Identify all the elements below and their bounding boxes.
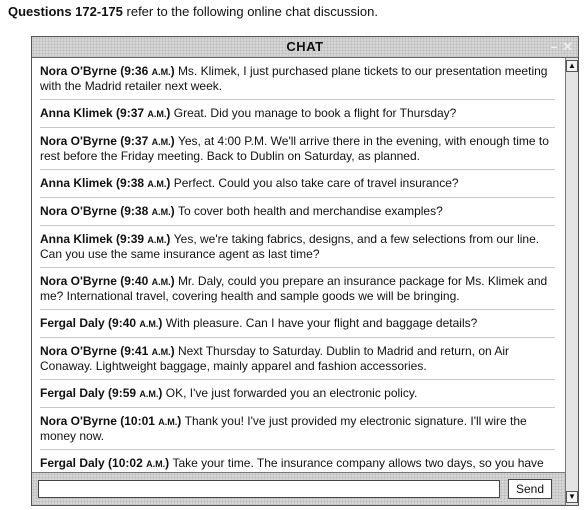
message-ampm: A.M. (151, 347, 171, 357)
message-ampm: A.M. (158, 417, 178, 427)
message-time-open: ( (116, 64, 125, 78)
message-speaker: Fergal Daly (40, 386, 105, 400)
message-speaker: Nora O'Byrne (40, 134, 117, 148)
chat-message-input[interactable] (38, 480, 500, 498)
message-speaker: Nora O'Byrne (40, 274, 117, 288)
chat-message: Nora O'Byrne (9:37 A.M.) Yes, at 4:00 P.M. We'll arrive there in the evening, with enough time to rest before the Friday meeting. Back to Dublin on Saturday, as planned. (40, 134, 555, 170)
chat-message: Fergal Daly (9:59 A.M.) OK, I've just forwarded you an electronic policy. (40, 386, 555, 408)
question-range: Questions 172-175 (8, 4, 123, 19)
scrollbar[interactable] (565, 58, 578, 505)
message-text: Yes, we're taking fabrics, designs, and a few selections from our line. Can you use the same insurance agent as last time? (40, 232, 540, 261)
message-time-open: ( (112, 176, 121, 190)
chat-window (31, 36, 579, 506)
message-time-open: ( (112, 106, 121, 120)
chat-message: Anna Klimek (9:38 A.M.) Perfect. Could you also take care of travel insurance? (40, 176, 555, 198)
message-text: Take your time. The insurance company allows two days, so you have (172, 456, 544, 470)
chat-message: Nora O'Byrne (9:40 A.M.) Mr. Daly, could you prepare an insurance package for Ms. Klimek and me? International travel, covering health and sample goods we will be bringing. (40, 274, 555, 310)
message-text: OK, I've just forwarded you an electronic policy. (165, 386, 418, 400)
message-time: 10:01 (124, 414, 155, 428)
message-ampm: A.M. (151, 137, 171, 147)
message-time-open: ( (104, 456, 113, 470)
message-time: 9:38 (124, 204, 149, 218)
chat-message: Nora O'Byrne (10:01 A.M.) Thank you! I've just provided my electronic signature. I'll wire the money now. (40, 414, 555, 450)
message-ampm: A.M. (151, 277, 171, 287)
message-text: Thank you! I've just provided my electronic signature. I'll wire the money now. (40, 414, 527, 443)
message-speaker: Anna Klimek (40, 232, 113, 246)
message-time: 9:39 (120, 232, 145, 246)
message-speaker: Fergal Daly (40, 316, 105, 330)
scroll-down-arrow-icon[interactable]: ▼ (566, 491, 578, 503)
message-time: 9:40 (124, 274, 149, 288)
message-time: 9:59 (112, 386, 137, 400)
message-text: Perfect. Could you also take care of travel insurance? (173, 176, 459, 190)
message-speaker: Anna Klimek (40, 106, 113, 120)
message-time-open: ( (116, 274, 125, 288)
chat-title: CHAT (286, 39, 324, 54)
message-text: To cover both health and merchandise examples? (177, 204, 443, 218)
message-text: Next Thursday to Saturday. Dublin to Madrid and return, on Air Conaway. Lightweight baggage, mainly apparel and fashion accessories. (40, 344, 509, 373)
message-speaker: Nora O'Byrne (40, 344, 117, 358)
chat-message: Anna Klimek (9:39 A.M.) Yes, we're taking fabrics, designs, and a few selections from our line. Can you use the same insurance agent as last time? (40, 232, 555, 268)
send-button[interactable]: Send (508, 479, 552, 499)
message-time-open: ( (104, 386, 113, 400)
message-list (40, 64, 555, 498)
close-icon[interactable]: ✕ (562, 39, 573, 54)
minimize-icon[interactable]: – (550, 39, 558, 54)
message-time-open: ( (116, 134, 125, 148)
chat-message: Nora O'Byrne (9:36 A.M.) Ms. Klimek, I just purchased plane tickets to our presentation meeting with the Madrid retailer next week. (40, 64, 555, 100)
chat-message: Fergal Daly (10:02 A.M.) Take your time. The insurance company allows two days, so you have (40, 456, 555, 492)
message-speaker: Nora O'Byrne (40, 64, 117, 78)
scroll-up-arrow-icon[interactable]: ▲ (566, 60, 578, 72)
message-speaker: Nora O'Byrne (40, 204, 117, 218)
chat-message: Anna Klimek (9:37 A.M.) Great. Did you manage to book a flight for Thursday? (40, 106, 555, 128)
message-time: 9:38 (120, 176, 145, 190)
message-time-open: ( (116, 344, 125, 358)
message-speaker: Anna Klimek (40, 176, 113, 190)
question-header (8, 4, 378, 20)
message-time: 9:40 (112, 316, 137, 330)
message-text: Yes, at 4:00 P.M. We'll arrive there in the evening, with enough time to rest before the Friday meeting. Back to Dublin on Saturday, as planned. (40, 134, 549, 163)
message-ampm: A.M. (139, 319, 159, 329)
message-text: Great. Did you manage to book a flight for Thursday? (173, 106, 457, 120)
question-instruction: refer to the following online chat discussion. (126, 4, 378, 19)
message-speaker: Nora O'Byrne (40, 414, 117, 428)
chat-input-bar (32, 472, 565, 505)
message-text: With pleasure. Can I have your flight and baggage details? (165, 316, 478, 330)
message-ampm: A.M. (151, 207, 171, 217)
message-time: 9:41 (124, 344, 149, 358)
message-time-open: ( (116, 204, 125, 218)
message-ampm: A.M. (147, 179, 167, 189)
chat-message: Nora O'Byrne (9:38 A.M.) To cover both health and merchandise examples? (40, 204, 555, 226)
message-ampm: A.M. (139, 389, 159, 399)
message-time-open: ( (104, 316, 113, 330)
message-time: 9:37 (120, 106, 145, 120)
message-time: 9:36 (124, 64, 149, 78)
chat-title-bar (32, 37, 578, 58)
message-time-open: ( (112, 232, 121, 246)
message-time: 9:37 (124, 134, 149, 148)
message-time-open: ( (116, 414, 125, 428)
message-speaker: Fergal Daly (40, 456, 105, 470)
message-ampm: A.M. (146, 459, 166, 469)
chat-message: Nora O'Byrne (9:41 A.M.) Next Thursday to Saturday. Dublin to Madrid and return, on Air Conaway. Lightweight baggage, mainly apparel and fashion accessories. (40, 344, 555, 380)
message-ampm: A.M. (147, 235, 167, 245)
message-text: Mr. Daly, could you prepare an insurance package for Ms. Klimek and me? International travel, covering health and sample goods we will be bringing. (40, 274, 548, 303)
message-ampm: A.M. (151, 67, 171, 77)
message-ampm: A.M. (147, 109, 167, 119)
message-text: Ms. Klimek, I just purchased plane tickets to our presentation meeting with the Madrid retailer next week. (40, 64, 548, 93)
message-time: 10:02 (112, 456, 143, 470)
chat-message: Fergal Daly (9:40 A.M.) With pleasure. Can I have your flight and baggage details? (40, 316, 555, 338)
